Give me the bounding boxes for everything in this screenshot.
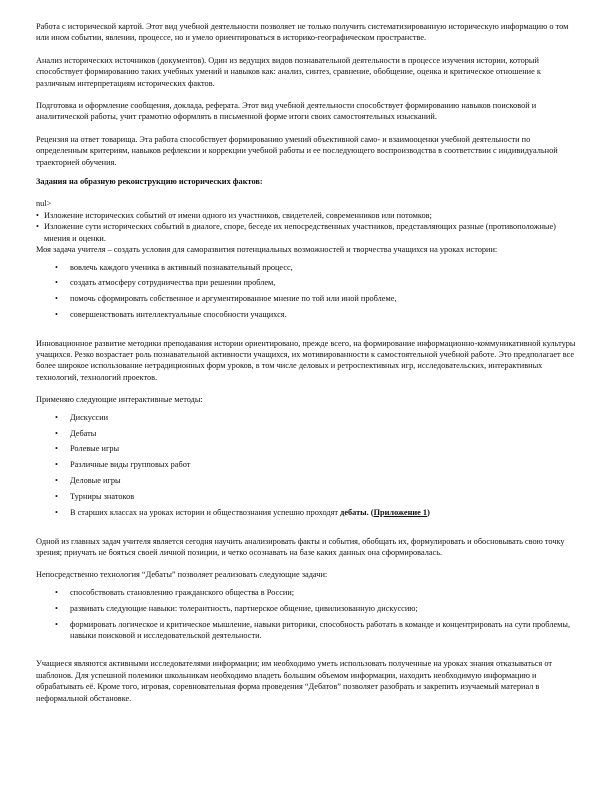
list-item-text: создать атмосферу сотрудничества при решении проблем, [70,278,276,288]
section-heading-reconstruction: Задания на образную реконструкцию исторических фактов: [36,177,263,187]
list-item-text: способствовать становлению гражданского общества в России; [70,587,295,597]
debates-bold-text: дебаты. ( [340,508,374,518]
paragraph-methods-intro: Применяю следующие интерактивные методы: [36,395,203,405]
paragraph-source-analysis: Анализ исторических источников (документов). Один из ведущих видов познавательной деятельности в процессе изучения истории, который способствует формированию таких учебных умений и навыков как: анализ, синтез, сравнение, обобщение, оценка и критическое отношение к различным интерпретациям исторических фактов. [36,55,541,88]
list-item [36,412,576,423]
appendix-1-link[interactable]: Приложение 1 [373,508,428,518]
teacher-goals-list [36,262,576,321]
list-item-text: вовлечь каждого ученика в активный познавательный процесс, [70,262,293,272]
bullet-icon: • [55,412,58,422]
list-item-text: помочь сформировать собственное и аргументированное мнение по той или иной проблеме, [70,294,397,304]
bullet-icon: • [55,619,58,629]
bullet-icon: • [55,310,58,320]
reconstruction-list [36,210,576,244]
list-item-text: Различные виды групповых работ [70,460,191,470]
list-item [36,293,576,304]
list-item [36,507,576,518]
bullet-icon: • [55,262,58,272]
paragraph-final: Учащиеся являются активными исследователями информации; им необходимо уметь использовать полученные на уроках знания отказываться от шаблонов. Для успешной полемики школьникам необходимо владеть большим объемом информации, находить необходимую информацию и обрабатывать её. Кроме того, игровая, соревновательная форма проведения “Дебатов” позволяет разобрать и закрепить изучаемый материал в неформальной обстановке. [36,659,552,703]
list-item-text: Изложение исторических событий от имени одного из участников, свидетелей, современников или потомков; [44,210,432,220]
paragraph-innovation: Инновационное развитие методики преподавания истории ориентировано, прежде всего, на формирование информационно-коммуникативной культуры учащихся. Резко возрастает роль познавательной активности учащихся, их мотивированности к самостоятельной учебной работе. Это предполагает все более широкое использование нетрадиционных форм уроков, в том числе деловых и ретроспективных игр, исследовательских, интерактивных технологий, технологий проектов. [36,338,576,382]
bullet-icon: • [55,278,58,288]
list-item [36,277,576,288]
bullet-icon: • [55,476,58,486]
bullet-icon: • [55,294,58,304]
list-item-text: Изложение сути исторических событий в диалоге, споре, беседе их непосредственных участников, представляющих разные (противоположные) мнения и оценки. [44,222,556,243]
paragraph-debate-technology: Непосредственно технология “Дебаты” позволяет реализовать следующие задачи: [36,570,328,580]
bullet-icon: • [36,222,39,232]
list-item-text: Турниры знатоков [70,492,135,502]
bullet-icon: • [55,587,58,597]
bullet-icon: • [55,603,58,613]
paragraph-report-preparation: Подготовка и оформление сообщения, доклада, реферата. Этот вид учебной деятельности способствует формированию навыков поисковой и аналитической работы, учит грамотно оформлять в письменной форме итоги своих самостоятельных изысканий. [36,101,537,122]
list-item [36,443,576,454]
list-item-text: Дебаты [70,428,97,438]
list-item-text: развивать следующие навыки: толерантность, партнерское общение, цивилизованную дискуссию; [70,603,418,613]
bullet-icon: • [55,444,58,454]
list-item [36,603,576,614]
list-item [36,619,576,642]
paragraph-debate-goal: Одной из главных задач учителя является сегодня научить анализировать факты и события, обобщать их, формулировать и обосновывать свою точку зрения; приучать не бояться своей личной позиции, и четко осознавать на базе каких данных она сформировалась. [36,536,565,557]
list-item [36,309,576,320]
list-item [36,221,576,244]
bullet-icon: • [55,460,58,470]
bullet-icon: • [55,428,58,438]
list-item-text: В старших классах на уроках истории и обществознания успешно проходят [70,508,341,518]
nul-marker: nul> [36,199,52,209]
closing-paren: ) [427,508,430,518]
paragraph-teacher-task: Моя задача учителя – создать условия для саморазвития потенциальных возможностей и творчества учащихся на уроках истории: [36,245,498,255]
bullet-icon: • [55,508,58,518]
list-item [36,428,576,439]
list-item-text: Ролевые игры [70,444,120,454]
list-item [36,475,576,486]
list-item [36,262,576,273]
bullet-icon: • [55,492,58,502]
list-item [36,491,576,502]
list-item [36,210,576,221]
debate-tasks-list [36,587,576,642]
list-item-text: формировать логическое и критическое мышление, навыки риторики, способность работать в команде и концентрировать на сути проблемы, навыки поисковой и исследовательской деятельности. [70,619,571,640]
list-item [36,587,576,598]
list-item [36,459,576,470]
interactive-methods-list [36,412,576,519]
list-item-text: Деловые игры [70,476,121,486]
paragraph-peer-review: Рецензия на ответ товарища. Эта работа способствует формированию умений объективной само- и взаимооценки учебной деятельности по определенным критериям, навыков рефлексии и коррекции учебной работы и ее последующего воспроизводства в соответствии с индивидуальной траекторией обучения. [36,134,558,167]
list-item-text: Дискуссии [70,412,109,422]
list-item-text: совершенствовать интеллектуальные способности учащихся. [70,310,287,320]
bullet-icon: • [36,210,39,220]
paragraph-historical-map: Работа с исторической картой. Этот вид учебной деятельности позволяет не только получить систематизированную историческую информацию о том или ином событии, явлении, процессе, но и умело ориентироваться в историко-географическом пространстве. [36,22,569,43]
